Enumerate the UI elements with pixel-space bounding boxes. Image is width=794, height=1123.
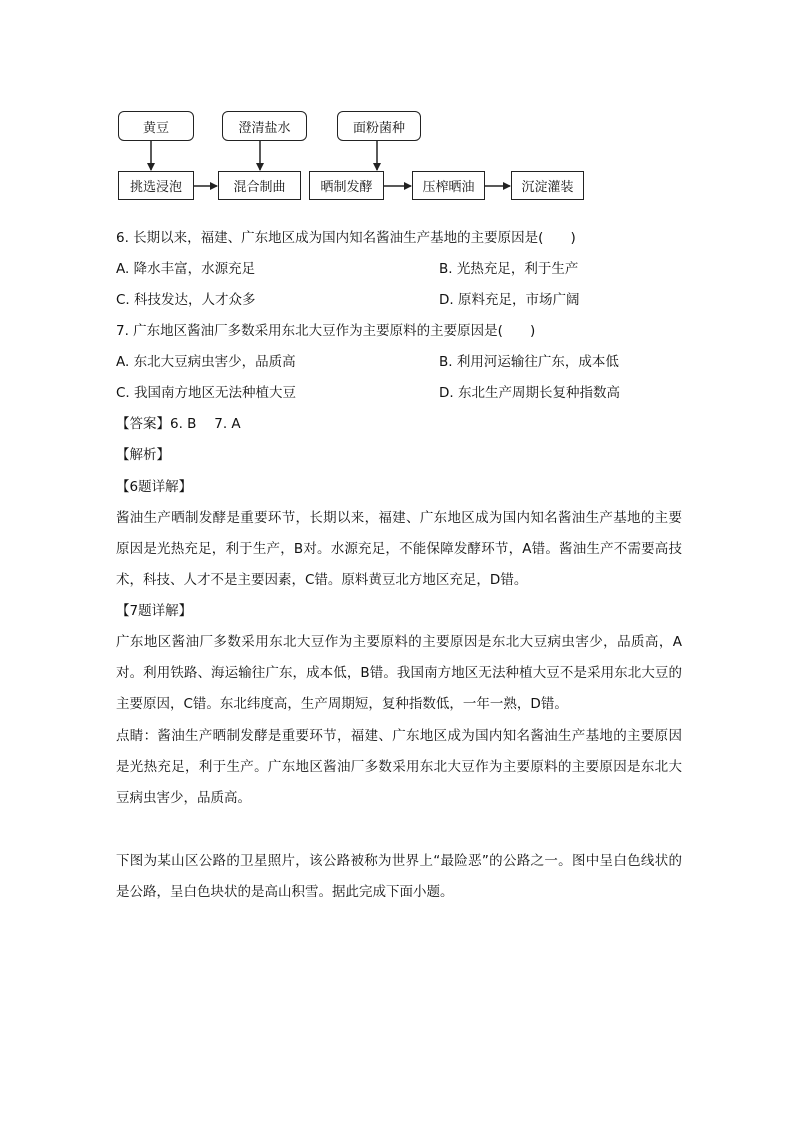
q6-detail-label: 【6题详解】 <box>116 479 193 495</box>
q6-option-d: D. 原料充足，市场广阔 <box>439 292 580 308</box>
answer-line: 【答案】6. B 7. A <box>116 416 241 432</box>
q6-option-c: C. 科技发达，人才众多 <box>116 292 256 308</box>
q7-option-c: C. 我国南方地区无法种植大豆 <box>116 385 297 401</box>
q7-option-d: D. 东北生产周期长复种指数高 <box>439 385 620 401</box>
q6-detail-text: 酱油生产晒制发酵是重要环节，长期以来，福建、广东地区成为国内知名酱油生产基地的主要原因是光热充足，利于生产，B对。水源充足，不能保障发酵环节，A错。酱油生产不需要高技术，科技、人才不是主要因素，C错。原料黄豆北方地区充足，D错。 <box>116 510 682 588</box>
q7-detail-text: 广东地区酱油厂多数采用东北大豆作为主要原料的主要原因是东北大豆病虫害少，品质高，A对。利用铁路、海运输往广东，成本低，B错。我国南方地区无法种植大豆不是采用东北大豆的主要原因，C错。东北纬度高，生产周期短，复种指数低，一年一熟，D错。 <box>116 634 682 712</box>
analysis-label: 【解析】 <box>116 447 170 463</box>
flow-box-soybean: 黄豆 <box>118 111 194 141</box>
q6-option-b: B. 光热充足，利于生产 <box>439 261 579 277</box>
flow-box-press-oil: 压榨晒油 <box>412 171 485 200</box>
flow-box-flour-starter: 面粉菌种 <box>337 111 421 141</box>
next-question-intro: 下图为某山区公路的卫星照片，该公路被称为世界上“最险恶”的公路之一。图中呈白色线状的是公路，呈白色块状的是高山积雪。据此完成下面小题。 <box>116 853 682 900</box>
question-7-stem: 7. 广东地区酱油厂多数采用东北大豆作为主要原料的主要原因是( ) <box>116 323 536 339</box>
flow-box-brine: 澄清盐水 <box>222 111 307 141</box>
question-6-stem: 6. 长期以来，福建、广东地区成为国内知名酱油生产基地的主要原因是( ) <box>116 230 576 246</box>
q7-option-b: B. 利用河运输往广东，成本低 <box>439 354 619 370</box>
flow-box-sun-ferment: 晒制发酵 <box>309 171 384 200</box>
flowchart-arrows <box>0 0 794 220</box>
q6-option-a: A. 降水丰富，水源充足 <box>116 261 256 277</box>
q7-detail-label: 【7题详解】 <box>116 603 193 619</box>
q7-option-a: A. 东北大豆病虫害少，品质高 <box>116 354 296 370</box>
flow-box-mix-koji: 混合制曲 <box>218 171 301 200</box>
flow-box-select-soak: 挑选浸泡 <box>118 171 194 200</box>
flow-box-settle-fill: 沉淀灌装 <box>511 171 584 200</box>
note-text: 点睛：酱油生产晒制发酵是重要环节，福建、广东地区成为国内知名酱油生产基地的主要原因是光热充足，利于生产。广东地区酱油厂多数采用东北大豆作为主要原料的主要原因是东北大豆病虫害少，品质高。 <box>116 728 682 806</box>
